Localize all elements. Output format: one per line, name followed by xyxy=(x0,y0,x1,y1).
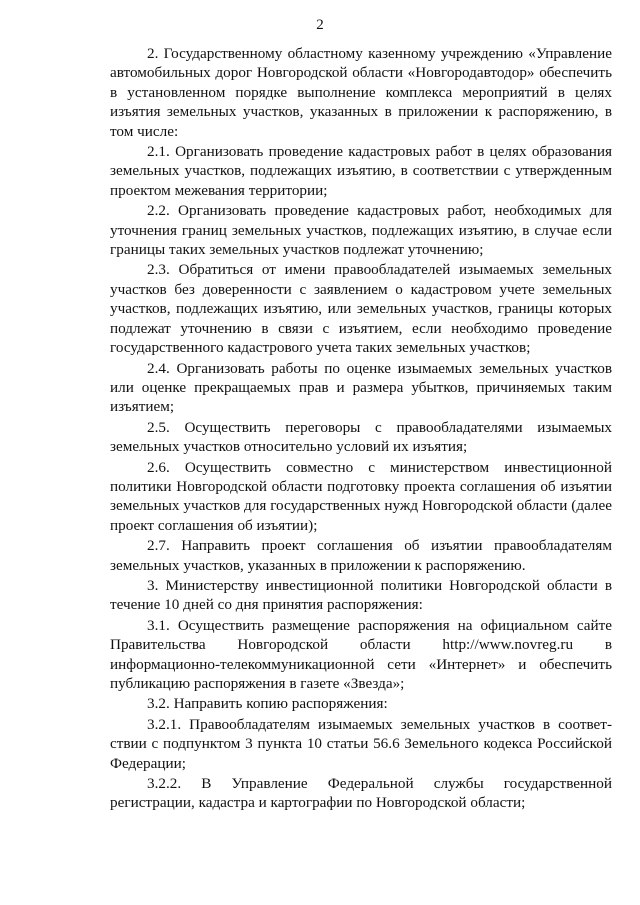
paragraph-2-1: 2.1. Организовать проведение кадастровых работ в целях образования земельных участков, подлежащих изъятию, в соответствии с утвержденным проектом межевания территории; xyxy=(110,143,612,199)
paragraph-2: 2. Государственному областному казенному учреждению «Управление автомобильных дорог Новгородской области «Новгородавтодор» обеспечить в установленном порядке выполнение комплекса мероприятий в целях изъятия земельных участков, указанных в приложении к распоряжению, в том числе: xyxy=(110,45,612,140)
paragraph-2-6: 2.6. Осуществить совместно с министерством инвестиционной политики Новгородской области подготовку проекта соглашения об изъятии земельных участков для государственных нужд Новгородской области (далее проект соглашения об изъятии); xyxy=(110,458,612,534)
paragraph-3-2-2: 3.2.2. В Управление Федеральной службы государственной регистрации, кадастра и картографии по Новгородской области; xyxy=(110,775,612,812)
paragraph-2-7: 2.7. Направить проект соглашения об изъятии правообладателям земельных участков, указанных в приложении к распоряжению. xyxy=(110,537,612,574)
paragraph-3-2: 3.2. Направить копию распоряжения: xyxy=(147,695,388,713)
paragraph-2-3: 2.3. Обратиться от имени правообладателей изымаемых земельных участков без доверенности с заявлением о кадастровом учете земельных участков, подлежащих изъятию, или земельных участков, границы которых подлежат уточнению в связи с изъятием, если необходимо проведение государственного кадастрового учета таких земельных участков; xyxy=(110,261,612,357)
paragraph-3: 3. Министерству инвестиционной политики Новгородской области в течение 10 дней со дня принятия распоряжения: xyxy=(110,576,612,614)
paragraph-3-1: 3.1. Осуществить размещение распоряжения на официальном сайте Правительства Новгородской области http://www.novreg.ru в информационно-телекоммуникационной сети «Интернет» и обеспечить публикацию распоряжения в газете «Звезда»; xyxy=(110,616,612,692)
paragraph-2-5: 2.5. Осуществить переговоры с правообладателями изымаемых земельных участков относительно условий их изъятия; xyxy=(110,418,612,456)
paragraph-3-2-1: 3.2.1. Правообладателям изымаемых земельных участков в соответствии с подпунктом 3 пункта 10 статьи 56.6 Земельного кодекса Российской Федерации; xyxy=(110,715,612,772)
paragraph-2-4: 2.4. Организовать работы по оценке изымаемых земельных участков или оценке прекращаемых прав и размера убытков, причиняемых таким изъятием; xyxy=(110,359,612,416)
paragraph-2-2: 2.2. Организовать проведение кадастровых работ, необходимых для уточнения границ земельных участков, подлежащих изъятию, в случае если границы таких земельных участков подлежат уточнению; xyxy=(110,202,612,259)
page-number: 2 xyxy=(316,17,324,33)
document-body xyxy=(110,44,612,814)
